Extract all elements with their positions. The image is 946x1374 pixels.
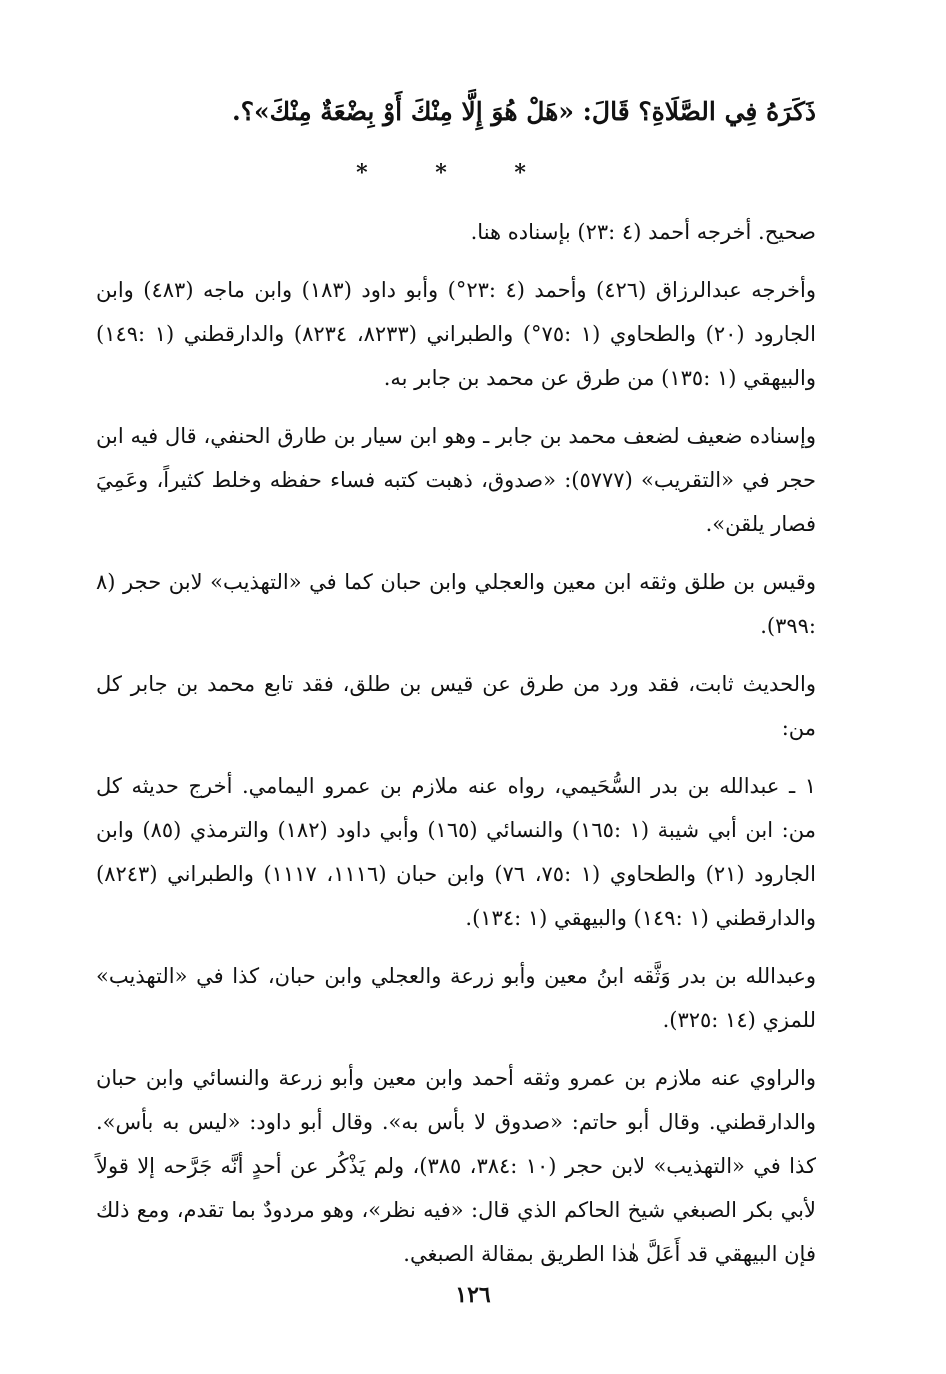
paragraph-followers-intro: والحديث ثابت، فقد ورد من طرق عن قيس بن طلق، فقد تابع محمد بن جابر كل من:: [96, 672, 816, 740]
paragraph-sources: وأخرجه عبدالرزاق (٤٢٦) وأحمد (٤ :٢٣°) وأبو داود (١٨٣) وابن ماجه (٤٨٣) وابن الجارود (٢٠) والطحاوي (١ :٧٥°) والطبراني (٨٢٣٣، ٨٢٣٤) والدارقطني (١ :١٤٩) والبيهقي (١ :١٣٥) من طرق عن محمد بن جابر به.: [96, 278, 816, 390]
page-body: [96, 90, 816, 1290]
page-number: ١٢٦: [455, 1282, 491, 1308]
paragraph-mulazim: والراوي عنه ملازم بن عمرو وثقه أحمد وابن معين وأبو زرعة والنسائي وابن حبان والدارقطني. وقال أبو حاتم: «صدوق لا بأس به». وقال أبو داود: «ليس به بأس». كذا في «التهذيب» لابن حجر (١٠ :٣٨٤، ٣٨٥)، ولم يَذْكُر عن أحدٍ أنَّه جَرَّحه إلا قولاً لأبي بكر الصبغي شيخ الحاكم الذي قال: «فيه نظر»، وهو مردودٌ بما تقدم، ومع ذلك فإن البيهقي قد أَعَلَّ هٰذا الطريق بمقالة الصبغي.: [96, 1066, 816, 1266]
paragraph-qays: وقيس بن طلق وثقه ابن معين والعجلي وابن حبان كما في «التهذيب» لابن حجر (٨ :٣٩٩).: [96, 570, 816, 638]
section-separator: * * *: [356, 160, 556, 186]
paragraph-weakness: وإسناده ضعيف لضعف محمد بن جابر ـ وهو ابن سيار بن طارق الحنفي، قال فيه ابن حجر في «التقريب» (٥٧٧٧): «صدوق، ذهبت كتبه فساء حفظه وخلط كثيراً، وعَمِيَ فصار يلقن».: [96, 424, 817, 536]
paragraph-grading: صحيح. أخرجه أحمد (٤ :٢٣) بإسناده هنا.: [470, 220, 816, 244]
hadith-text: ذَكَرَهُ فِي الصَّلَاةِ؟ قَالَ: «هَلْ هُوَ إِلَّا مِنْكَ أَوْ بِضْعَةٌ مِنْكَ»؟.: [231, 97, 816, 126]
paragraph-abdullah-bin-badr: ١ ـ عبدالله بن بدر السُّحَيمي، رواه عنه ملازم بن عمرو اليمامي. أخرج حديثه كل من: ابن أبي شيبة (١ :١٦٥) والنسائي (١٦٥) وأبي داود (١٨٢) والترمذي (٨٥) وابن الجارود (٢١) والطحاوي (١ :٧٥، ٧٦) وابن حبان (١١١٦، ١١١٧) والطبراني (٨٢٤٣) والدارقطني (١ :١٤٩) والبيهقي (١ :١٣٤).: [96, 774, 817, 930]
paragraph-abdullah-trust: وعبدالله بن بدر وَثَّقه ابنُ معين وأبو زرعة والعجلي وابن حبان، كذا في «التهذيب» للمزي (١٤ :٣٢٥).: [96, 964, 816, 1032]
